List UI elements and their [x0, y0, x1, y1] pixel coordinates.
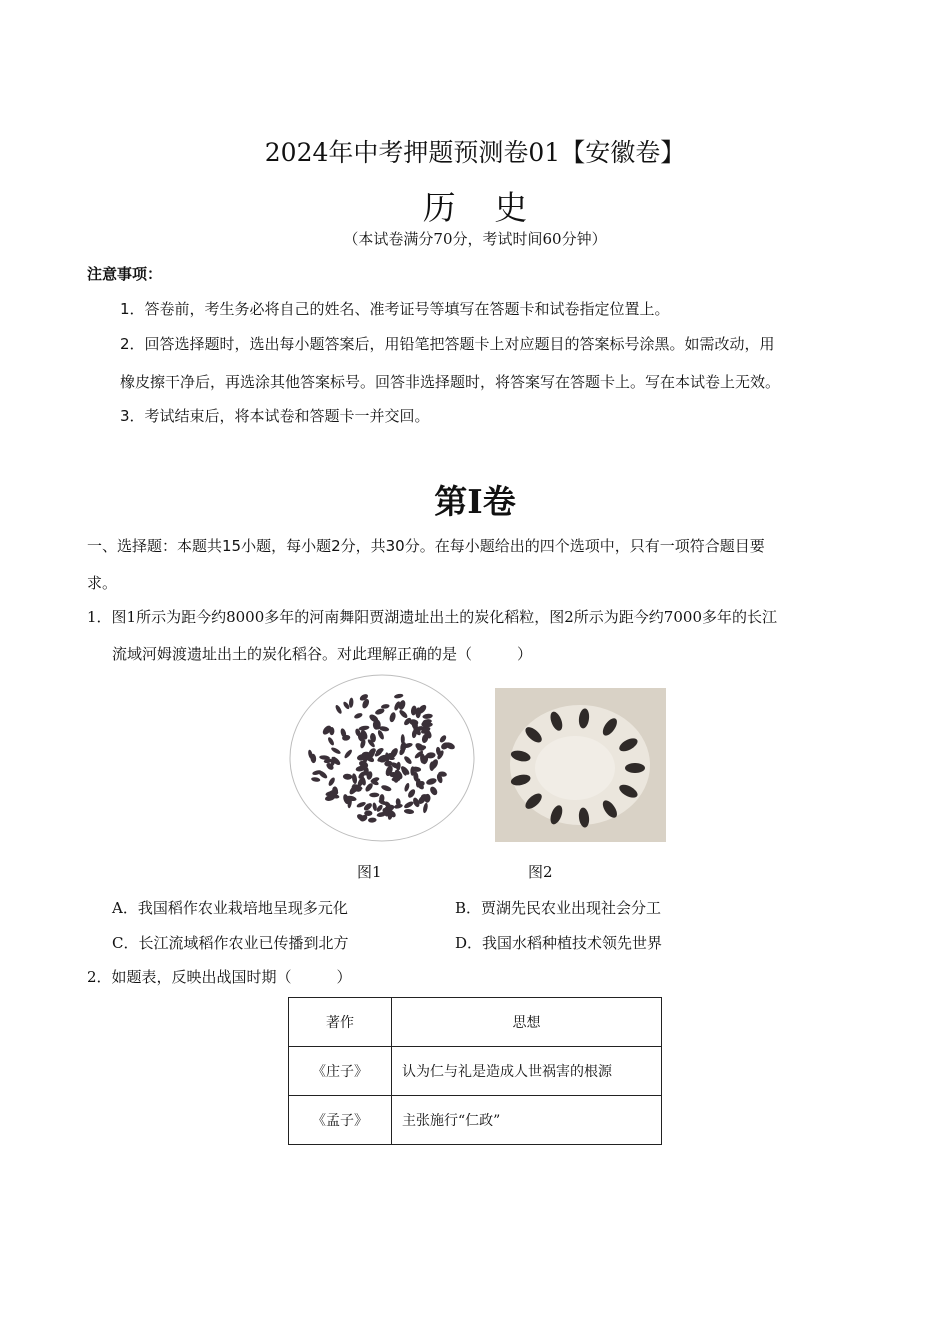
table-cell: 《孟子》 [289, 1096, 392, 1145]
notice-item-2-line-2: 橡皮擦干净后，再选涂其他答案标号。回答非选择题时，将答案写在答题卡上。写在本试卷上无效。 [120, 373, 781, 391]
notice-item-1: 1．答卷前，考生务必将自己的姓名、准考证号等填写在答题卡和试卷指定位置上。 [120, 300, 670, 318]
table-header-cell: 著作 [289, 998, 392, 1047]
table-cell: 认为仁与礼是造成人世祸害的根源 [392, 1047, 662, 1096]
figure-1-caption: 图1 [357, 863, 382, 881]
question-2-stem: 2．如题表，反映出战国时期（ ） [87, 968, 352, 986]
option-b: B．贾湖先民农业出现社会分工 [455, 899, 662, 917]
option-a: A．我国稻作农业栽培地呈现多元化 [112, 899, 348, 917]
notice-item-2-line-1: 2．回答选择题时，选出每小题答案后，用铅笔把答题卡上对应题目的答案标号涂黑。如需改动，用 [120, 335, 775, 353]
question-1-stem-line-2: 流域河姆渡遗址出土的炭化稻谷。对此理解正确的是（ ） [112, 645, 533, 663]
figure-1-rice-grains-image [288, 673, 476, 843]
exam-title: 2024年中考押题预测卷01【安徽卷】 [264, 138, 686, 167]
section-instructions-line-2: 求。 [87, 574, 118, 592]
table-header-cell: 思想 [392, 998, 662, 1047]
rice-grain [625, 763, 645, 773]
table-cell: 主张施行“仁政” [392, 1096, 662, 1145]
notice-heading: 注意事项： [87, 265, 163, 283]
table-header-row [289, 998, 662, 1047]
option-d: D．我国水稻种植技术领先世界 [455, 934, 663, 952]
table-row [289, 1047, 662, 1096]
table-row [289, 1096, 662, 1145]
part-title: 第Ⅰ卷 [434, 482, 516, 521]
figure-2-caption: 图2 [528, 863, 553, 881]
table-cell: 《庄子》 [289, 1047, 392, 1096]
section-instructions-line-1: 一、选择题：本题共15小题，每小题2分，共30分。在每小题给出的四个选项中，只有一项符合题目要 [87, 537, 765, 555]
question-1-stem-line-1: 1．图1所示为距今约8000多年的河南舞阳贾湖遗址出土的炭化稻粒，图2所示为距今约7000多年的长江 [87, 608, 777, 626]
notice-item-3: 3．考试结束后，将本试卷和答题卡一并交回。 [120, 407, 430, 425]
subject-title: 历 史 [422, 188, 542, 227]
score-note: （本试卷满分70分，考试时间60分钟） [343, 230, 607, 248]
option-c: C．长江流域稻作农业已传播到北方 [112, 934, 349, 952]
figure-2-rice-grains-image [495, 688, 666, 842]
question-2-table [288, 997, 662, 1145]
